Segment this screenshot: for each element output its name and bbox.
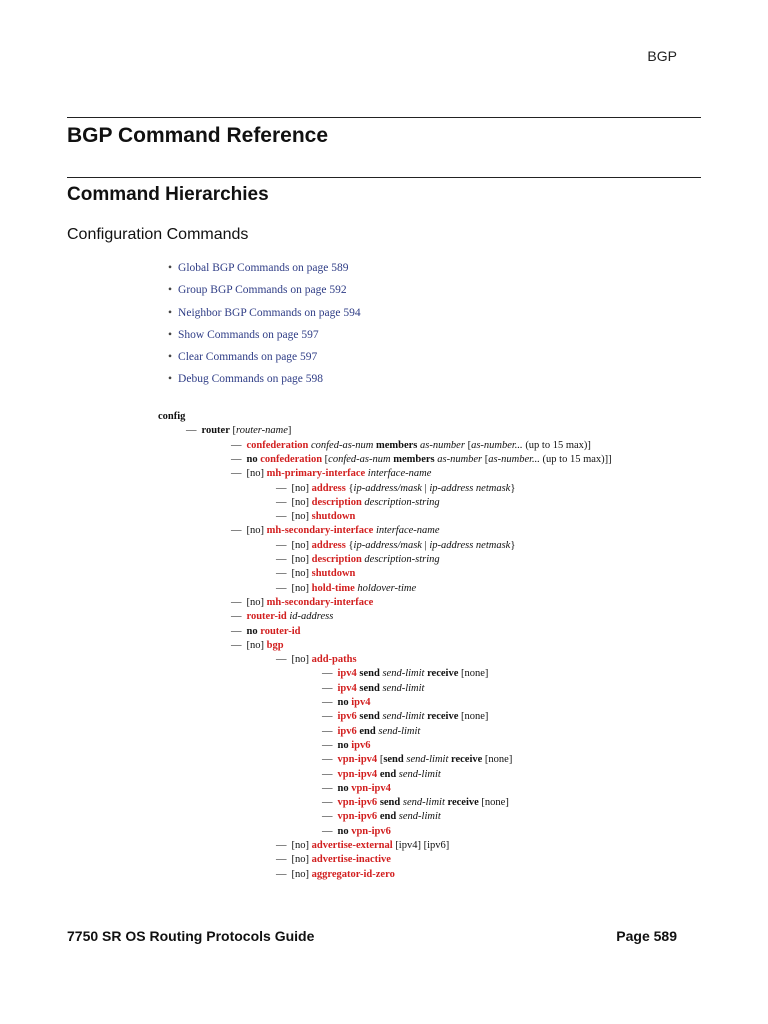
tree-line xyxy=(276,868,395,882)
tree-dash: — xyxy=(231,525,242,537)
command-keyword: mh-secondary-interface xyxy=(266,525,374,537)
command-keyword: description xyxy=(311,496,362,508)
tree-dash: — xyxy=(322,754,333,766)
command-token: send xyxy=(359,711,380,723)
tree-line xyxy=(186,424,291,438)
tree-dash: — xyxy=(322,739,333,751)
tree-dash: — xyxy=(322,725,333,737)
command-parameter: send-limit xyxy=(382,711,425,723)
tree-line xyxy=(322,682,424,696)
command-token: no xyxy=(337,782,349,794)
command-text: [no] xyxy=(246,639,267,651)
command-token: send xyxy=(359,682,380,694)
command-parameter: as-number xyxy=(437,453,483,465)
command-keyword: shutdown xyxy=(311,568,356,580)
tree-line xyxy=(322,739,370,753)
tree-line xyxy=(231,439,591,453)
tree-dash: — xyxy=(231,596,242,608)
command-text: [no] xyxy=(291,868,312,880)
command-text: [no] xyxy=(246,596,267,608)
command-token: send xyxy=(359,668,380,680)
tree-dash: — xyxy=(322,711,333,723)
subsection-title: Configuration Commands xyxy=(67,226,249,243)
command-parameter: holdover-time xyxy=(357,582,417,594)
command-parameter: ip-address/mask xyxy=(353,482,422,494)
tree-line xyxy=(276,653,357,667)
command-text: [ xyxy=(229,425,237,437)
command-text: [ xyxy=(377,754,384,766)
command-text: [none] xyxy=(478,797,509,809)
tree-dash: — xyxy=(322,825,333,837)
tree-dash: — xyxy=(231,439,242,451)
tree-line xyxy=(322,696,370,710)
tree-dash: — xyxy=(276,654,287,666)
command-text: (up to 15 max)]] xyxy=(539,453,612,465)
command-keyword: address xyxy=(311,539,346,551)
command-parameter: send-limit xyxy=(398,768,441,780)
tree-line xyxy=(276,510,355,524)
tree-line xyxy=(322,782,391,796)
command-text: [no] xyxy=(291,654,312,666)
command-text: [ xyxy=(322,453,329,465)
tree-dash: — xyxy=(322,682,333,694)
command-keyword: aggregator-id-zero xyxy=(311,868,395,880)
tree-line xyxy=(276,496,440,510)
tree-line xyxy=(158,410,185,424)
command-keyword: ipv4 xyxy=(337,682,357,694)
command-keyword: ipv6 xyxy=(351,739,371,751)
command-text: { xyxy=(345,539,354,551)
command-token: end xyxy=(359,725,376,737)
tree-line xyxy=(276,839,449,853)
command-text: [no] xyxy=(291,482,312,494)
command-text: [none] xyxy=(482,754,513,766)
command-parameter: send-limit xyxy=(382,668,425,680)
command-text: [none] xyxy=(458,668,489,680)
command-text: [no] xyxy=(291,539,312,551)
tree-line xyxy=(322,796,509,810)
command-keyword: confederation xyxy=(246,439,309,451)
command-keyword: ipv6 xyxy=(337,711,357,723)
command-parameter: send-limit xyxy=(406,754,449,766)
tree-line xyxy=(322,825,391,839)
command-keyword: vpn-ipv6 xyxy=(337,811,378,823)
command-text: [no] xyxy=(246,525,267,537)
tree-dash: — xyxy=(186,425,197,437)
command-parameter: send-limit xyxy=(378,725,421,737)
tree-dash: — xyxy=(276,840,287,851)
tree-dash: — xyxy=(322,811,333,823)
command-token: no xyxy=(246,453,258,465)
command-parameter: as-number... xyxy=(488,453,540,465)
tree-line xyxy=(276,853,391,867)
command-parameter: confed-as-num xyxy=(310,439,374,451)
command-text: ] xyxy=(287,425,292,437)
tree-dash: — xyxy=(276,511,287,523)
command-token: no xyxy=(246,625,258,637)
command-token: receive xyxy=(451,754,483,766)
command-token: receive xyxy=(427,668,459,680)
command-keyword: address xyxy=(311,482,346,494)
tree-line xyxy=(276,582,416,596)
command-parameter: ip-address netmask xyxy=(429,482,511,494)
command-text: | xyxy=(421,539,430,551)
tree-line xyxy=(322,768,441,782)
command-parameter: confed-as-num xyxy=(328,453,391,465)
tree-dash: — xyxy=(231,468,242,480)
tree-line xyxy=(322,725,420,739)
tree-line xyxy=(231,596,373,610)
command-keyword: vpn-ipv4 xyxy=(337,754,378,766)
tree-dash: — xyxy=(276,568,287,580)
command-parameter: send-limit xyxy=(382,682,425,694)
tree-line xyxy=(322,753,512,767)
tree-line xyxy=(231,524,440,538)
command-keyword: confederation xyxy=(260,453,323,465)
command-keyword: mh-secondary-interface xyxy=(266,596,374,608)
command-parameter: as-number xyxy=(420,439,465,451)
section-title: Command Hierarchies xyxy=(67,184,269,205)
link-global-bgp[interactable]: • Global BGP Commands on page 589 xyxy=(168,262,349,274)
command-text: [no] xyxy=(291,854,312,866)
command-token: send xyxy=(379,797,401,809)
command-token: send xyxy=(383,754,404,766)
page-title: BGP Command Reference xyxy=(67,124,329,147)
command-text: [ipv4] [ipv6] xyxy=(392,840,450,851)
command-text: [no] xyxy=(291,568,312,580)
command-keyword: shutdown xyxy=(311,511,356,523)
command-text: } xyxy=(510,539,516,551)
tree-dash: — xyxy=(322,697,333,708)
command-keyword: vpn-ipv4 xyxy=(337,768,378,780)
command-token: end xyxy=(379,768,397,780)
link-show-commands[interactable]: • Show Commands on page 597 xyxy=(168,328,319,341)
tree-dash: — xyxy=(322,668,333,680)
command-parameter: interface-name xyxy=(375,525,440,537)
tree-line xyxy=(276,482,515,496)
command-keyword: vpn-ipv6 xyxy=(337,797,378,809)
command-keyword: add-paths xyxy=(311,654,357,666)
command-token: members xyxy=(393,453,435,465)
tree-line xyxy=(322,710,488,724)
command-text: [no] xyxy=(291,511,312,523)
tree-line xyxy=(322,810,441,824)
command-token: no xyxy=(337,697,349,708)
command-text: } xyxy=(510,482,516,494)
link-group-bgp[interactable]: • Group BGP Commands on page 592 xyxy=(168,284,347,297)
command-parameter: send-limit xyxy=(402,797,445,809)
command-text: [no] xyxy=(291,582,312,594)
tree-line xyxy=(276,567,355,581)
footer-page-number: Page 589 xyxy=(616,928,677,944)
command-keyword: vpn-ipv4 xyxy=(351,782,391,794)
command-parameter: ip-address/mask xyxy=(353,539,422,551)
command-keyword: description xyxy=(311,554,362,565)
tree-dash: — xyxy=(322,768,333,780)
command-keyword: ipv6 xyxy=(337,725,357,737)
command-token: no xyxy=(337,825,349,837)
command-text: [ xyxy=(464,439,472,451)
tree-dash: — xyxy=(276,582,287,594)
command-links-list xyxy=(168,257,361,391)
tree-dash: — xyxy=(276,554,287,565)
command-token: no xyxy=(337,739,349,751)
tree-line xyxy=(276,553,440,567)
title-rule xyxy=(67,117,701,118)
tree-dash: — xyxy=(276,539,287,551)
command-token: router xyxy=(201,425,230,437)
link-clear-commands[interactable]: • Clear Commands on page 597 xyxy=(168,351,318,364)
tree-dash: — xyxy=(231,625,242,637)
command-parameter: as-number... xyxy=(471,439,523,451)
command-text: | xyxy=(421,482,430,494)
section-rule xyxy=(67,177,701,178)
command-parameter: id-address xyxy=(289,611,334,623)
tree-dash: — xyxy=(276,868,287,880)
tree-line xyxy=(231,453,612,467)
command-text: [no] xyxy=(291,496,312,508)
link-debug-commands[interactable]: • Debug Commands on page 598 xyxy=(168,373,324,386)
tree-line xyxy=(231,639,284,653)
command-parameter: router-name xyxy=(236,425,288,437)
command-token: end xyxy=(379,811,397,823)
command-keyword: bgp xyxy=(266,639,284,651)
command-text: [no] xyxy=(291,840,312,851)
command-token: config xyxy=(158,411,186,422)
link-neighbor-bgp[interactable]: • Neighbor BGP Commands on page 594 xyxy=(168,306,361,319)
command-token: receive xyxy=(447,797,479,809)
tree-dash: — xyxy=(322,782,333,794)
tree-dash: — xyxy=(322,797,333,809)
tree-dash: — xyxy=(276,854,287,866)
command-keyword: vpn-ipv6 xyxy=(351,825,391,837)
command-keyword: router-id xyxy=(246,611,287,623)
command-parameter: send-limit xyxy=(398,811,441,823)
tree-dash: — xyxy=(231,639,242,651)
footer-guide-title: 7750 SR OS Routing Protocols Guide xyxy=(67,928,315,944)
tree-line xyxy=(231,467,431,481)
command-parameter: ip-address netmask xyxy=(429,539,511,551)
tree-line xyxy=(276,539,515,553)
command-parameter: description-string xyxy=(364,496,440,508)
command-text: [no] xyxy=(291,554,312,565)
command-keyword: hold-time xyxy=(311,582,355,594)
command-text: [none] xyxy=(458,711,489,723)
command-token: receive xyxy=(427,711,459,723)
tree-dash: — xyxy=(276,482,287,494)
command-keyword: ipv4 xyxy=(351,697,371,708)
tree-dash: — xyxy=(231,611,242,623)
command-keyword: mh-primary-interface xyxy=(266,468,366,480)
command-keyword: ipv4 xyxy=(337,668,357,680)
command-text: { xyxy=(345,482,354,494)
command-text: [ xyxy=(482,453,489,465)
command-token: members xyxy=(375,439,418,451)
tree-dash: — xyxy=(276,496,287,508)
command-keyword: router-id xyxy=(260,625,301,637)
command-text: [no] xyxy=(246,468,267,480)
command-parameter: description-string xyxy=(364,554,440,565)
tree-line xyxy=(231,610,333,624)
tree-line xyxy=(231,625,300,639)
command-text: (up to 15 max)] xyxy=(522,439,591,451)
tree-dash: — xyxy=(231,453,242,465)
command-keyword: advertise-inactive xyxy=(311,854,391,866)
command-keyword: advertise-external xyxy=(311,840,393,851)
running-header-section: BGP xyxy=(647,48,677,64)
tree-line xyxy=(322,667,488,681)
command-parameter: interface-name xyxy=(367,468,432,480)
